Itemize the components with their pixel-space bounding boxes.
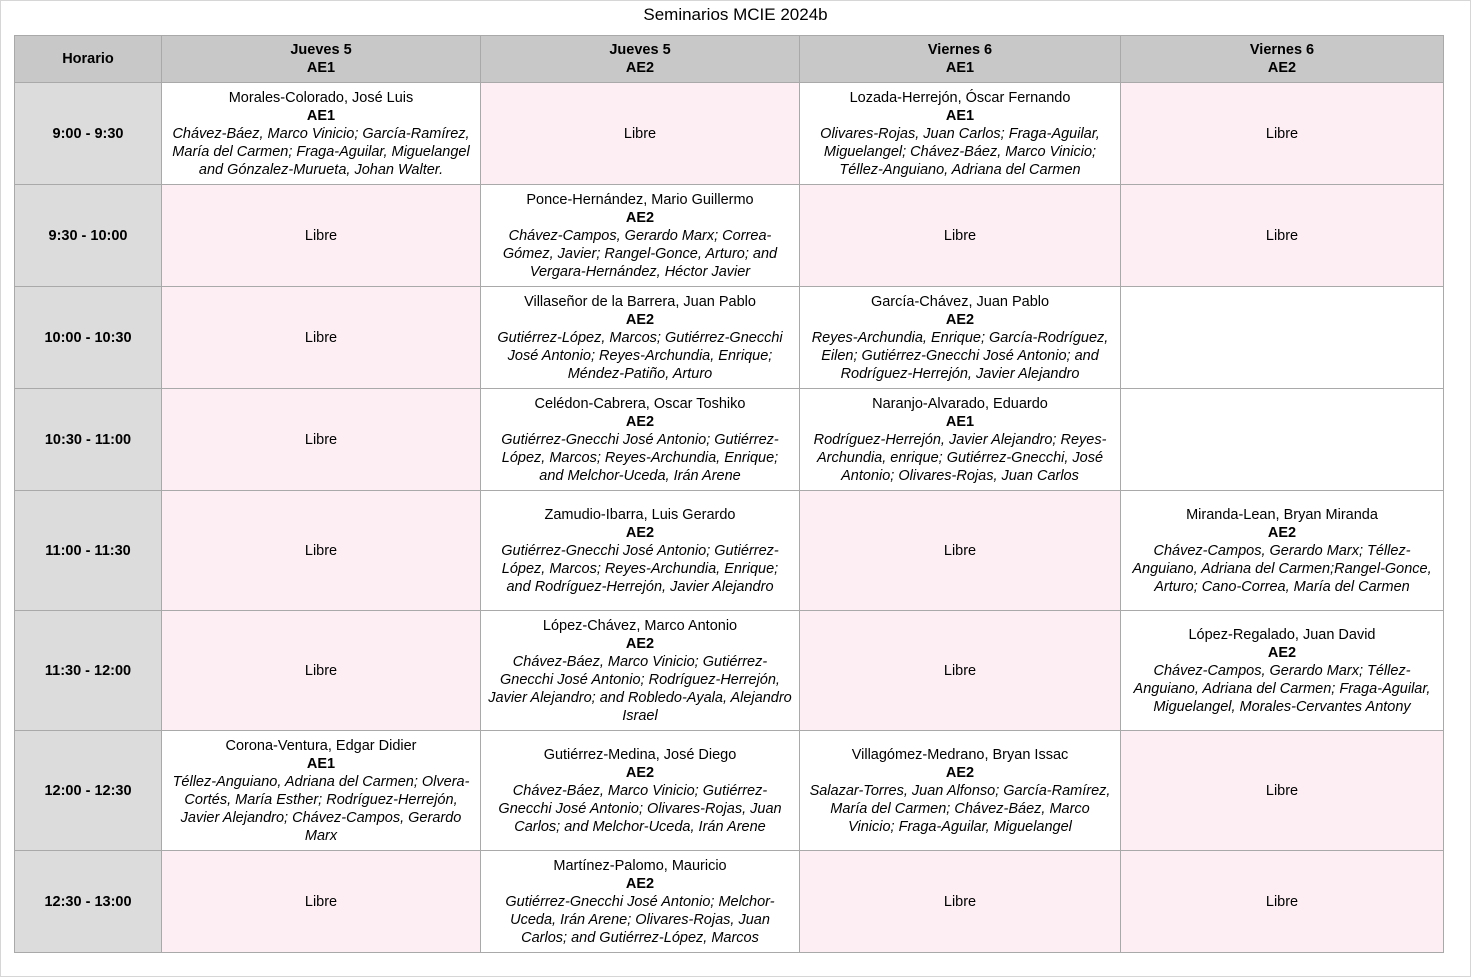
libre-cell: Libre (162, 287, 481, 389)
header-col-viernes-ae1 (800, 36, 1121, 83)
table-row (15, 389, 1444, 491)
libre-cell: Libre (162, 389, 481, 491)
seminar-cell (800, 389, 1121, 491)
table-row (15, 83, 1444, 185)
table-row (15, 731, 1444, 851)
header-area: AE2 (625, 60, 655, 76)
table-row (15, 611, 1444, 731)
header-day: Viernes 6 (1249, 42, 1315, 58)
speaker-area: AE1 (306, 755, 336, 772)
speaker-area: AE2 (945, 764, 975, 781)
speaker-area: AE2 (625, 209, 655, 226)
empty-cell (1121, 287, 1444, 389)
time-slot: 9:00 - 9:30 (15, 83, 162, 185)
committee-list: Chávez-Campos, Gerardo Marx; Téllez-Anguiano, Adriana del Carmen;Rangel-Gonce, Arturo; Cano-Correa, María del Carmen (1132, 542, 1432, 595)
seminar-cell (481, 389, 800, 491)
speaker-name: Martínez-Palomo, Mauricio (553, 857, 727, 874)
header-col-jueves-ae1 (162, 36, 481, 83)
time-slot: 9:30 - 10:00 (15, 185, 162, 287)
header-day: Jueves 5 (609, 42, 671, 58)
header-col-jueves-ae2 (481, 36, 800, 83)
table-row (15, 287, 1444, 389)
speaker-area: AE2 (625, 413, 655, 430)
libre-cell: Libre (800, 185, 1121, 287)
header-day: Jueves 5 (290, 42, 352, 58)
header-col-viernes-ae2 (1121, 36, 1444, 83)
speaker-name: Zamudio-Ibarra, Luis Gerardo (544, 506, 736, 523)
committee-list: Chávez-Báez, Marco Vinicio; García-Ramírez, María del Carmen; Fraga-Aguilar, Miguelangel and Gónzalez-Murueta, Johan Walter. (172, 125, 470, 178)
libre-cell: Libre (1121, 185, 1444, 287)
seminar-cell (1121, 491, 1444, 611)
committee-list: Rodríguez-Herrejón, Javier Alejandro; Reyes-Archundia, enrique; Gutiérrez-Gnecchi, José Antonio; Olivares-Rojas, Juan Carlos (813, 431, 1107, 484)
libre-cell: Libre (162, 611, 481, 731)
speaker-name: Lozada-Herrejón, Óscar Fernando (849, 89, 1071, 106)
schedule-table (14, 35, 1444, 953)
libre-cell: Libre (800, 491, 1121, 611)
speaker-area: AE1 (306, 107, 336, 124)
time-slot: 10:30 - 11:00 (15, 389, 162, 491)
header-day: Viernes 6 (927, 42, 993, 58)
seminar-cell (481, 287, 800, 389)
header-time: Horario (15, 36, 162, 83)
seminar-cell (481, 611, 800, 731)
time-slot: 11:30 - 12:00 (15, 611, 162, 731)
speaker-name: Morales-Colorado, José Luis (228, 89, 414, 106)
committee-list: Gutiérrez-Gnecchi José Antonio; Melchor-Uceda, Irán Arene; Olivares-Rojas, Juan Carlos; and Gutiérrez-López, Marcos (505, 893, 775, 946)
speaker-area: AE2 (625, 311, 655, 328)
seminar-cell (800, 731, 1121, 851)
speaker-name: López-Chávez, Marco Antonio (542, 617, 738, 634)
speaker-area: AE2 (945, 311, 975, 328)
speaker-name: Miranda-Lean, Bryan Miranda (1186, 506, 1378, 523)
libre-cell: Libre (1121, 731, 1444, 851)
speaker-area: AE2 (625, 764, 655, 781)
libre-cell: Libre (481, 83, 800, 185)
committee-list: Chávez-Campos, Gerardo Marx; Téllez-Anguiano, Adriana del Carmen; Fraga-Aguilar, Miguelangel, Morales-Cervantes Antony (1133, 662, 1431, 715)
seminar-cell (481, 185, 800, 287)
committee-list: Gutiérrez-Gnecchi José Antonio; Gutiérrez-López, Marcos; Reyes-Archundia, Enrique; and Rodríguez-Herrejón, Javier Alejandro (501, 542, 779, 595)
libre-cell: Libre (162, 851, 481, 953)
header-row (15, 36, 1444, 83)
committee-list: Téllez-Anguiano, Adriana del Carmen; Olvera-Cortés, María Esther; Rodríguez-Herrejón, Javier Alejandro; Chávez-Campos, Gerardo Marx (172, 773, 470, 844)
speaker-area: AE1 (945, 413, 975, 430)
speaker-name: García-Chávez, Juan Pablo (870, 293, 1050, 310)
seminar-cell (1121, 611, 1444, 731)
committee-list: Olivares-Rojas, Juan Carlos; Fraga-Aguilar, Miguelangel; Chávez-Báez, Marco Vinicio; Téllez-Anguiano, Adriana del Carmen (820, 125, 1100, 178)
speaker-area: AE2 (1267, 524, 1297, 541)
seminar-cell (800, 83, 1121, 185)
committee-list: Salazar-Torres, Juan Alfonso; García-Ramírez, María del Carmen; Chávez-Báez, Marco Vinicio; Fraga-Aguilar, Miguelangel (809, 782, 1111, 835)
libre-cell: Libre (162, 185, 481, 287)
table-row (15, 185, 1444, 287)
speaker-name: Villaseñor de la Barrera, Juan Pablo (524, 293, 756, 310)
time-slot: 11:00 - 11:30 (15, 491, 162, 611)
committee-list: Chávez-Báez, Marco Vinicio; Gutiérrez-Gnecchi José Antonio; Rodríguez-Herrejón, Javier Alejandro; and Robledo-Ayala, Alejandro Israel (488, 653, 792, 724)
committee-list: Chávez-Báez, Marco Vinicio; Gutiérrez-Gnecchi José Antonio; Olivares-Rojas, Juan Carlos; and Melchor-Uceda, Irán Arene (498, 782, 782, 835)
seminar-cell (481, 491, 800, 611)
speaker-name: López-Regalado, Juan David (1188, 626, 1376, 643)
time-slot: 12:30 - 13:00 (15, 851, 162, 953)
seminar-cell (800, 287, 1121, 389)
speaker-name: Villagómez-Medrano, Bryan Issac (851, 746, 1069, 763)
page-title: Seminarios MCIE 2024b (643, 5, 828, 24)
speaker-area: AE2 (625, 635, 655, 652)
header-area: AE2 (1267, 60, 1297, 76)
header-area: AE1 (306, 60, 336, 76)
seminar-cell (162, 731, 481, 851)
speaker-area: AE1 (945, 107, 975, 124)
speaker-name: Gutiérrez-Medina, José Diego (543, 746, 737, 763)
libre-cell: Libre (1121, 83, 1444, 185)
committee-list: Gutiérrez-Gnecchi José Antonio; Gutiérrez-López, Marcos; Reyes-Archundia, Enrique; and Melchor-Uceda, Irán Arene (501, 431, 779, 484)
libre-cell: Libre (800, 851, 1121, 953)
speaker-area: AE2 (1267, 644, 1297, 661)
libre-cell: Libre (1121, 851, 1444, 953)
table-row (15, 491, 1444, 611)
seminar-cell (162, 83, 481, 185)
libre-cell: Libre (162, 491, 481, 611)
speaker-name: Naranjo-Alvarado, Eduardo (872, 395, 1048, 412)
speaker-area: AE2 (625, 524, 655, 541)
committee-list: Reyes-Archundia, Enrique; García-Rodríguez, Eilen; Gutiérrez-Gnecchi José Antonio; and Rodríguez-Herrejón, Javier Alejandro (811, 329, 1109, 382)
time-slot: 10:00 - 10:30 (15, 287, 162, 389)
speaker-name: Corona-Ventura, Edgar Didier (225, 737, 417, 754)
speaker-area: AE2 (625, 875, 655, 892)
empty-cell (1121, 389, 1444, 491)
seminar-cell (481, 851, 800, 953)
table-row (15, 851, 1444, 953)
speaker-name: Celédon-Cabrera, Oscar Toshiko (534, 395, 746, 412)
header-area: AE1 (945, 60, 975, 76)
libre-cell: Libre (800, 611, 1121, 731)
time-slot: 12:00 - 12:30 (15, 731, 162, 851)
committee-list: Chávez-Campos, Gerardo Marx; Correa-Gómez, Javier; Rangel-Gonce, Arturo; and Vergara-Hernández, Héctor Javier (502, 227, 778, 280)
committee-list: Gutiérrez-López, Marcos; Gutiérrez-Gnecchi José Antonio; Reyes-Archundia, Enrique; Méndez-Patiño, Arturo (497, 329, 783, 382)
seminar-cell (481, 731, 800, 851)
speaker-name: Ponce-Hernández, Mario Guillermo (526, 191, 754, 208)
